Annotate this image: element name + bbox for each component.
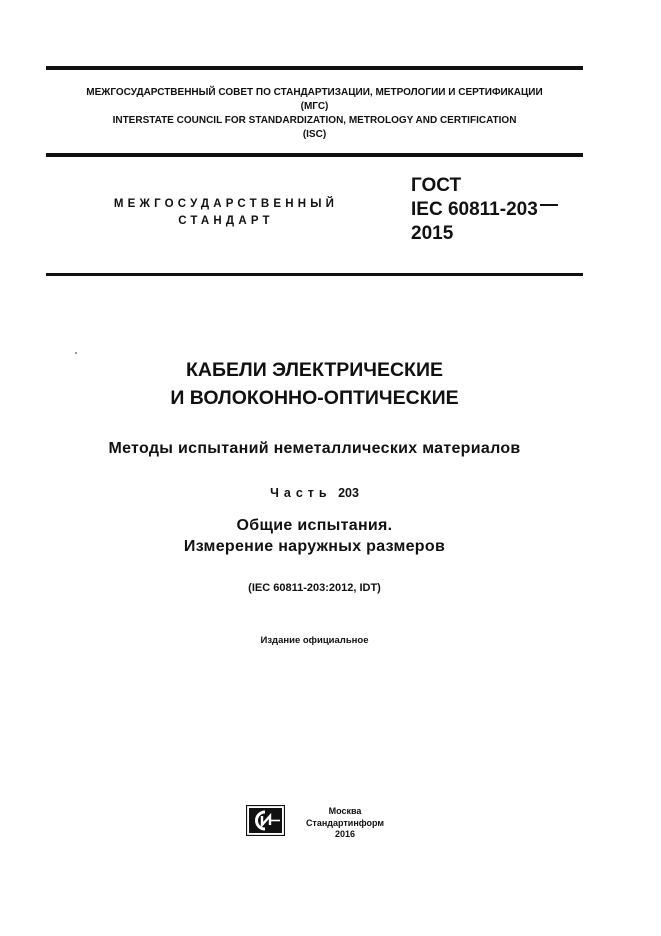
part-number: 203 <box>338 486 359 500</box>
standard-type-line2: СТАНДАРТ <box>178 215 274 227</box>
edition-note: Издание официальное <box>260 635 369 646</box>
gost-dash <box>540 204 558 206</box>
gost-year: 2015 <box>411 223 454 244</box>
standard-type-line1: МЕЖГОСУДАРСТВЕННЫЙ <box>113 198 339 210</box>
gost-number-row <box>411 198 558 222</box>
publisher-year: 2016 <box>334 829 356 839</box>
top-divider <box>46 66 583 70</box>
gost-designation <box>411 174 558 246</box>
council-abbr-ru: (МГС) <box>300 101 329 112</box>
part-heading <box>46 486 583 500</box>
scan-speck <box>75 352 77 354</box>
iec-reference: (IEC 60811-203:2012, IDT) <box>248 582 381 594</box>
title-line2: И ВОЛОКОННО-ОПТИЧЕСКИЕ <box>170 387 459 409</box>
document-subtitle: Методы испытаний неметаллических материалов <box>108 440 521 457</box>
publisher-city: Москва <box>328 806 362 816</box>
part-title-line2: Измерение наружных размеров <box>183 538 446 555</box>
publisher-name: Стандартинформ <box>305 817 385 828</box>
gost-label: ГОСТ <box>411 175 462 196</box>
part-title-line1: Общие испытания. <box>236 517 393 534</box>
gost-number: IEC 60811-203 <box>411 199 538 220</box>
part-word: Часть <box>270 486 332 500</box>
middle-divider <box>46 153 583 157</box>
document-title <box>46 356 583 412</box>
lower-divider <box>46 273 583 276</box>
standard-type-label <box>92 196 360 230</box>
title-line1: КАБЕЛИ ЭЛЕКТРИЧЕСКИЕ <box>186 359 443 381</box>
council-name-ru: МЕЖГОСУДАРСТВЕННЫЙ СОВЕТ ПО СТАНДАРТИЗАЦИИ, МЕТРОЛОГИИ И СЕРТИФИКАЦИИ <box>86 87 543 98</box>
standartinform-logo-icon <box>246 805 285 836</box>
part-title <box>46 515 583 557</box>
council-abbr-en: (ISC) <box>302 129 327 140</box>
council-name-en: INTERSTATE COUNCIL FOR STANDARDIZATION, METROLOGY AND CERTIFICATION <box>112 115 517 126</box>
council-header <box>46 86 583 142</box>
publisher-info <box>290 806 400 841</box>
